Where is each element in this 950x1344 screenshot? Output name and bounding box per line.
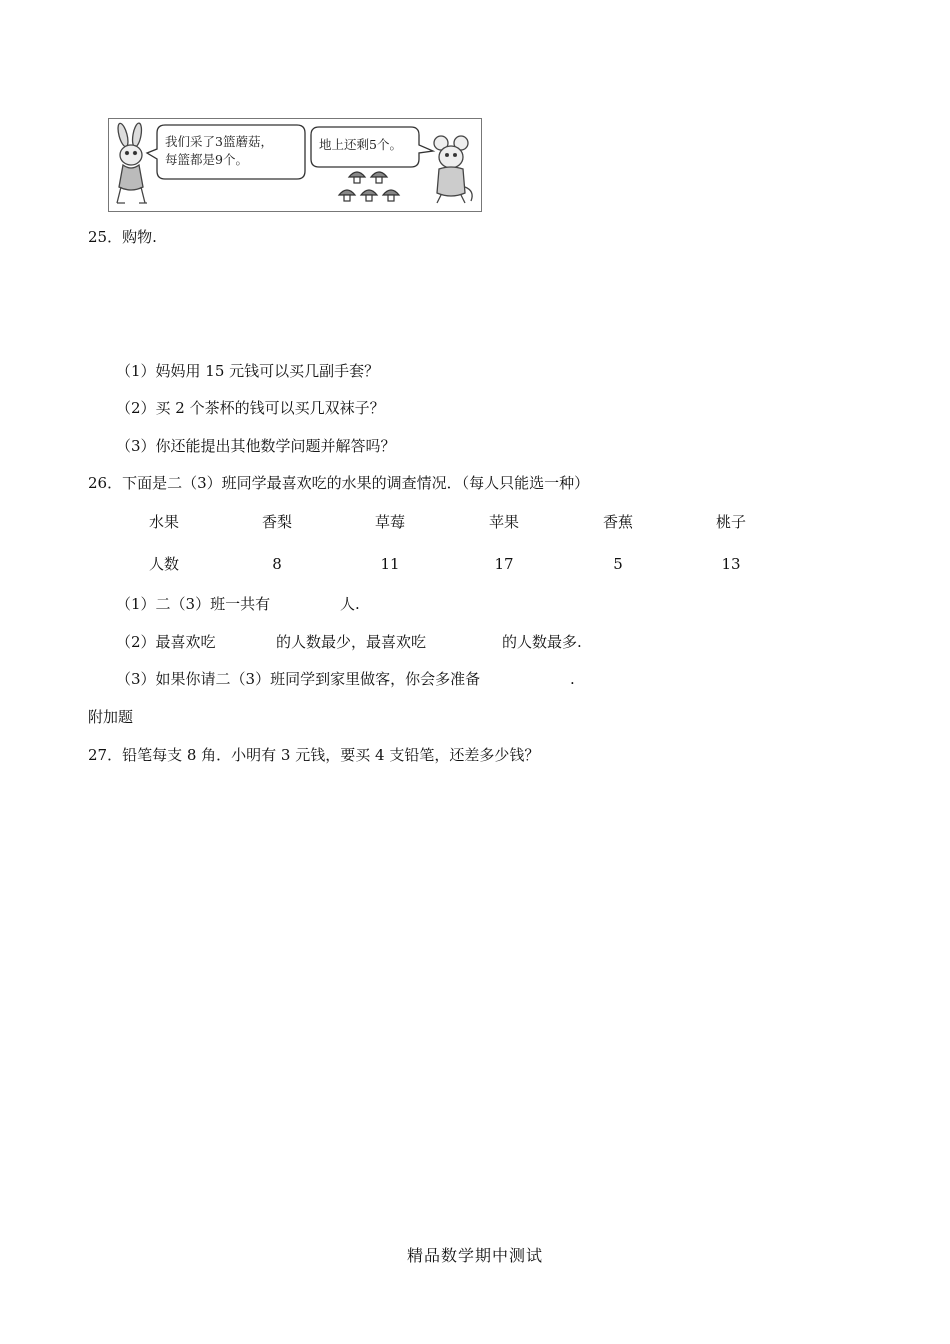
left-bubble-line-1: 我们采了3篮蘑菇， bbox=[165, 134, 273, 149]
table-cell: 11 bbox=[380, 555, 400, 573]
table-header-cell: 香梨 bbox=[261, 513, 292, 531]
table-row-label: 人数 bbox=[148, 555, 179, 573]
q26-sub-3-after: . bbox=[570, 670, 575, 688]
q26-title: 26．下面是二（3）班同学最喜欢吃的水果的调查情况．（每人只能选一种） bbox=[88, 474, 590, 492]
page-footer: 精品数学期中测试 bbox=[406, 1246, 543, 1265]
illustration-figure bbox=[108, 118, 482, 212]
q26-sub-2-part3: 的人数最多. bbox=[502, 633, 582, 651]
table-cell: 13 bbox=[721, 555, 741, 573]
q26-sub-2-part1: （2）最喜欢吃 bbox=[116, 633, 216, 651]
table-header-cell: 桃子 bbox=[715, 513, 746, 531]
table-cell: 17 bbox=[494, 555, 514, 573]
q26-sub-2-part2: 的人数最少，最喜欢吃 bbox=[276, 633, 427, 651]
table-header-cell: 草莓 bbox=[374, 513, 405, 531]
table-cell: 5 bbox=[613, 555, 623, 573]
table-header-cell: 苹果 bbox=[488, 513, 519, 531]
q26-sub-1-before: （1）二（3）班一共有 bbox=[116, 595, 271, 613]
extra-heading: 附加题 bbox=[88, 708, 134, 726]
q25-item-2: （2）买 2 个茶杯的钱可以买几双袜子？ bbox=[116, 399, 385, 417]
q26-sub-1-after: 人. bbox=[340, 595, 360, 613]
q25-title: 25．购物. bbox=[88, 228, 157, 246]
mouse-image bbox=[434, 136, 472, 203]
table-cell: 8 bbox=[272, 555, 282, 573]
q27-text: 27．铅笔每支 8 角．小明有 3 元钱，要买 4 支铅笔，还差多少钱？ bbox=[88, 746, 540, 764]
q26-sub-3-before: （3）如果你请二（3）班同学到家里做客，你会多准备 bbox=[116, 670, 481, 688]
q25-item-3: （3）你还能提出其他数学问题并解答吗？ bbox=[116, 437, 396, 455]
right-bubble-text: 地上还剩5个。 bbox=[319, 137, 402, 152]
table-header-cell: 水果 bbox=[148, 513, 179, 531]
table-header-row bbox=[0, 512, 950, 532]
table-header-cell: 香蕉 bbox=[602, 513, 633, 531]
rabbit-image bbox=[116, 122, 147, 203]
q25-item-1: （1）妈妈用 15 元钱可以买几副手套？ bbox=[116, 362, 380, 380]
table-data-row bbox=[0, 554, 950, 574]
left-bubble-line-2: 每篮都是9个。 bbox=[165, 152, 248, 167]
mushrooms-image bbox=[339, 172, 399, 201]
